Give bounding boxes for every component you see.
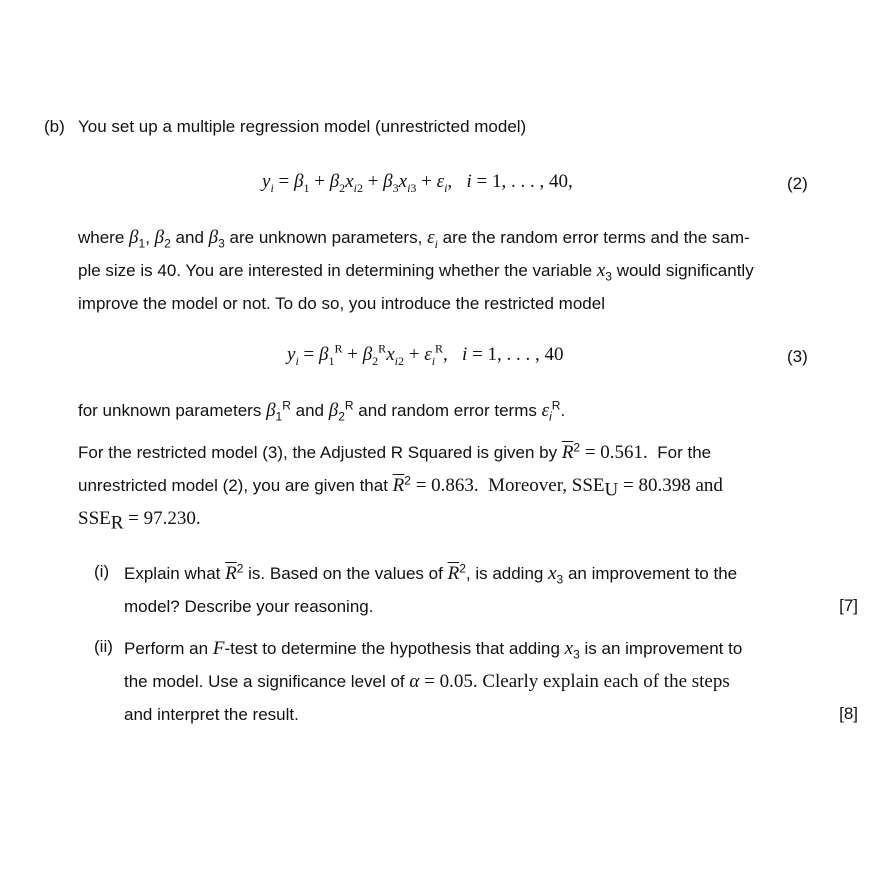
unknown-params-text: for unknown parameters $\beta_1^R$ and $\beta_2^R$ and random error terms $\varepsilon_i^R$. bbox=[78, 398, 566, 424]
adjusted-r-paragraph: For the restricted model (3), the Adjusted R Squared is given by $\overline{R}^2 = 0.561$. For the unrestricted model (2), you are given that $\overline{R}^2 = 0.863$. Moreover, $SSE_U = 80.398$ and $SSE_R = 97.230$. bbox=[78, 440, 723, 534]
equation-3-tag: (3) bbox=[787, 347, 808, 366]
subpart-i-text: Explain what $\overline{R}^2$ is. Based on the values of $\overline{R}^2$, is adding $x_3$ an improvement to the model? Describe your reasoning. bbox=[124, 561, 738, 616]
intro-text: You set up a multiple regression model (unrestricted model) bbox=[78, 117, 527, 136]
where-paragraph: where $\beta_1$, $\beta_2$ and $\beta_3$ are unknown parameters, $\varepsilon_i$ are the random error terms and the sam- ple size is 40. You are interested in determining whether the variable $x_3$ would significantly improve the model or not. To do so, you introduce the restricted model bbox=[78, 227, 754, 313]
subpart-ii-text: Perform an F-test to determine the hypothesis that adding $x_3$ is an improvement to the model. Use a significance level of α = 0.05. Clearly explain each of the steps and interpret the result. bbox=[124, 638, 743, 724]
equation-2-tag: (2) bbox=[787, 174, 808, 193]
subpart-i-label: (i) bbox=[94, 562, 110, 581]
equation-2: $y_i = \beta_1 + \beta_2x_{i2} + \beta_3x_{i3} + \varepsilon_i$, i = 1, . . . , 40, bbox=[262, 171, 573, 195]
subpart-ii-label: (ii) bbox=[94, 637, 113, 656]
equation-3: $y_i = \beta_1^R + \beta_2^Rx_{i2} + \varepsilon_i^R$, i = 1, . . . , 40 bbox=[287, 341, 564, 368]
subpart-ii-marks: [8] bbox=[839, 704, 858, 723]
subpart-i-marks: [7] bbox=[839, 596, 858, 615]
part-label: (b) bbox=[44, 117, 65, 136]
